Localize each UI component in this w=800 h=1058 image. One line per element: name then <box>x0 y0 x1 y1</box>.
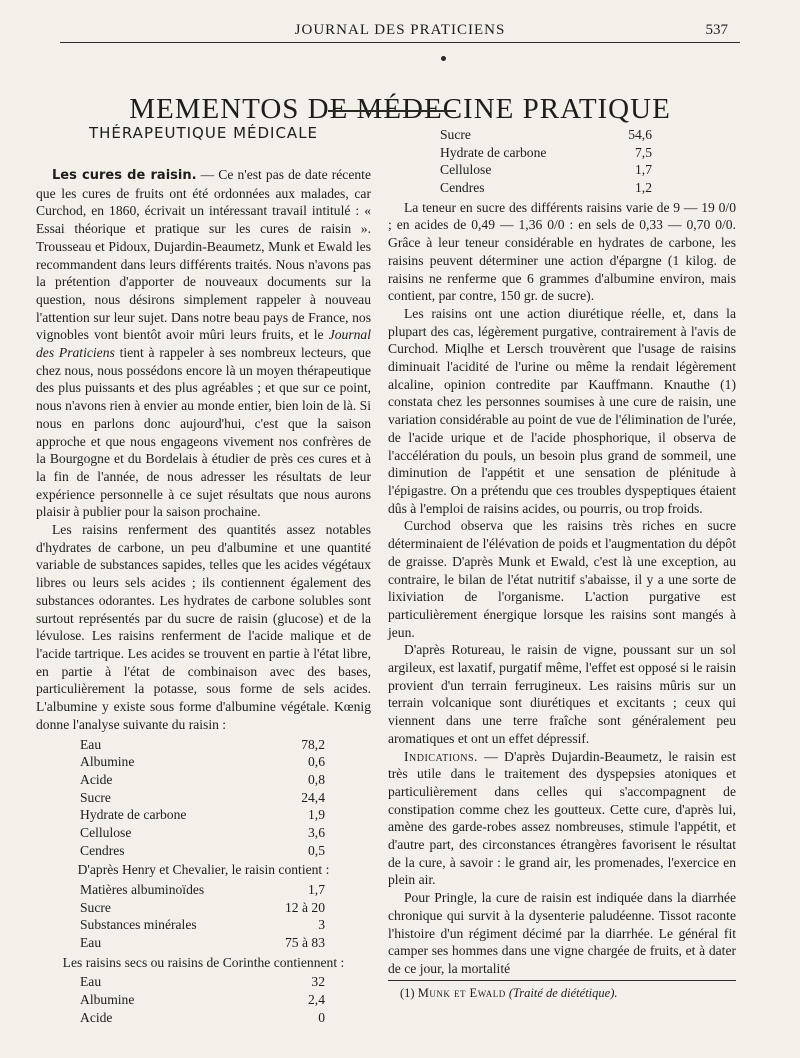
analysis-table-koenig <box>36 736 371 860</box>
table-row: Cellulose 1,7 <box>440 162 652 178</box>
table-intro-henry: D'après Henry et Chevalier, le raisin contient : <box>77 862 330 878</box>
table-row: Acide 0 <box>80 1009 325 1025</box>
intro-text: — Ce n'est pas de date récente que les cures de fruits ont été ordonnées aux malades, car Curchod, en 1860, écrivait un intéressant travail intitulé : « Essai théorique et pratique sur les cures de raisin ». Trousseau et Pidoux, Dujardin-Beaumetz, Munk et Ewald les recommandent dans leurs différents traités. Nous n'avons pas la prétention d'apporter de nouveaux documents sur la question, nous désirons simplement rappeler à nouveau l'attention sur leur sujet. Dans notre beau pays de France, nos vignobles vont bientôt avoir mûri leurs fruits, et le <box>36 167 371 343</box>
table-row: Albumine 2,4 <box>80 992 325 1008</box>
table-row: Substances minérales 3 <box>80 917 325 933</box>
footnote-authors: Munk et Ewald <box>417 986 506 1000</box>
table-row: Eau 78,2 <box>80 736 325 752</box>
intro-text-end: tient à rappeler à ses nombreux lecteurs, que chez nous, nous possédons encore là un moyen thérapeutique des plus puissants et des plus agréables ; et que sur ce point, nous n'avons rien à envier au monde entier, bien loin de là. Si nous en parlons donc aujourd'hui, c'est que la saison approche et que nous engageons vivement nos confrères de la Bourgogne et du Bordelais à étudier de près ces cures et à la fin de l'année, de nous adresser les résultats de leur expérience personnelle à ce sujet résultats que nous aurons plaisir à publier pour la saison prochaine. <box>36 345 371 520</box>
table-row: Sucre 24,4 <box>80 789 325 805</box>
footnote-rule <box>388 980 736 981</box>
paragraph-curchod: Curchod observa que les raisins très riches en sucre déterminaient de l'élévation de poids et l'augmentation du dépôt de graisse. D'après Munk et Ewald, c'est là une exception, au contraire, le bilan de l'état nutritif s'abaisse, il y a une sorte de lixiviation de l'organisme. L'action purgative est particulièrement énergique lorsque les raisins sont mangés à jeun. <box>388 518 736 640</box>
table-row: Matières albuminoïdes 1,7 <box>80 882 325 898</box>
table-row: Eau 75 à 83 <box>80 935 325 951</box>
journal-reference: Journal des Praticiens <box>36 327 371 361</box>
lead-heading: Les cures de raisin. <box>52 168 197 183</box>
table-row: Sucre 12 à 20 <box>80 899 325 915</box>
section-title: MEMENTOS DE MÉDECINE PRATIQUE <box>129 93 671 126</box>
table-row: Cendres 0,5 <box>80 842 325 858</box>
analysis-table-henry <box>36 881 371 952</box>
running-header <box>0 20 800 42</box>
table-row: Hydrate de carbone 1,9 <box>80 807 325 823</box>
table-intro-corinthe: Les raisins secs ou raisins de Corinthe contiennent : <box>62 954 345 970</box>
paragraph-intro <box>36 166 371 521</box>
analysis-table-corinthe <box>36 973 371 1026</box>
table-row: Cendres 1,2 <box>440 180 652 196</box>
page-number: 537 <box>705 22 728 38</box>
paragraph-pringle: Pour Pringle, la cure de raisin est indiquée dans la diarrhée chronique qui survit à la dysenterie paludéenne. Tissot raconte l'histoire d'un régiment décimé par la diarrhée. Le général fit camper ses hommes dans une vigne chargée de fruits, et à dater de ce jour, la mortalité <box>388 890 736 976</box>
paragraph-sugar-content: La teneur en sucre des différents raisins varie de 9 — 19 0/0 ; en acides de 0,49 — 1,36 0/0 : en sels de 0,33 — 0,70 0/0. Grâce à leur teneur considérable en hydrates de carbone, les raisins peuvent déterminer une action d'épargne (1 kilog. de raisins ne renferme que 6 grammes d'albumine environ, mais contient, par contre, 150 gr. de sucre). <box>388 199 736 304</box>
table-row: Cellulose 3,6 <box>80 824 325 840</box>
header-rule <box>60 42 740 43</box>
footnote-work: (Traité de diététique). <box>508 986 618 1000</box>
table-row: Albumine 0,6 <box>80 754 325 770</box>
ornament-dot <box>441 56 446 61</box>
footnote <box>400 986 617 1001</box>
table-row: Eau 32 <box>80 974 325 990</box>
indications-lead: Indications. <box>404 748 478 764</box>
table-row: Hydrate de carbone 7,5 <box>440 144 652 160</box>
rubric-heading: THÉRAPEUTIQUE MÉDICALE <box>88 124 319 142</box>
indications-text: — D'après Dujardin-Beaumetz, le raisin est très utile dans le traitement des dyspepsies atoniques et particulièrement dans celles qui s'accompagnent de constipation comme chez les goutteux. Cette cure, d'après lui, amène des garde-robes assez nombreuses, stimule l'appétit, et d'autre part, des circonstances étrangères favorisent le résultat de la cure, à savoir : le grand air, les promenades, l'exercice en plein air. <box>388 748 736 888</box>
table-row: Acide 0,8 <box>80 771 325 787</box>
table-row: Sucre 54,6 <box>440 127 652 142</box>
analysis-table-corinthe-continued <box>388 126 736 197</box>
footnote-mark: (1) <box>400 986 418 1000</box>
paragraph-rotureau: D'après Rotureau, le raisin de vigne, poussant sur un sol argileux, est laxatif, purgatif même, l'effet est opposé si le raisin provient d'un terrain ferrugineux. Les raisins mûris sur un terrain volcanique sont diurétiques et excitants ; ceux qui viennent dans une terre fraîche sont généralement peu aromatiques et ont un effet dépressif. <box>388 642 736 746</box>
journal-title: JOURNAL DES PRATICIENS <box>294 22 506 38</box>
left-column <box>36 124 371 1029</box>
paragraph-diuretic: Les raisins ont une action diurétique réelle, et, dans la plupart des cas, légèrement purgative, contrairement à l'avis de Curchod. Miqlhe et Lersch trouvèrent que l'usage de raisins diminuait l'acidité de l'urine ou même la rendait légèrement alcaline, opinion contredite par Kauffmann. Knauthe (1) constata chez les personnes soumises à une cure de raisin, une variation considérable au point de vue de l'élimination de l'urée, de l'acide urique et de l'acide phosphorique, il observa de l'accélération du pouls, un besoin plus grand de sommeil, une diminution de l'appétit et une sensation de plénitude à l'épigastre. On a prétendu que ces troubles dyspeptiques étaient dûs à l'emploi de raisins acides, ou pourris, ou trop froids. <box>388 305 736 516</box>
right-column <box>388 126 736 978</box>
paragraph-composition: Les raisins renferment des quantités assez notables d'hydrates de carbone, un peu d'albumine et une quantité variable de substances sapides, telles que les acides végétaux libres ou leurs sels acides ; ils contiennent également des substances odorantes. Les hydrates de carbone solubles sont surtout représentés par du sucre de raisin (glucose) et de la lévulose. Les raisins renferment de l'acide malique et de l'acide tartrique. Les acides se trouvent en partie à l'état libre, en partie à l'état de combinaison avec des bases, particulièrement la potasse, sous forme de sels acides. L'albumine y existe sous forme d'albumine végétale. Kœnig donne l'analyse suivante du raisin : <box>36 522 371 732</box>
title-rule <box>328 110 456 112</box>
paragraph-indications <box>388 748 736 890</box>
